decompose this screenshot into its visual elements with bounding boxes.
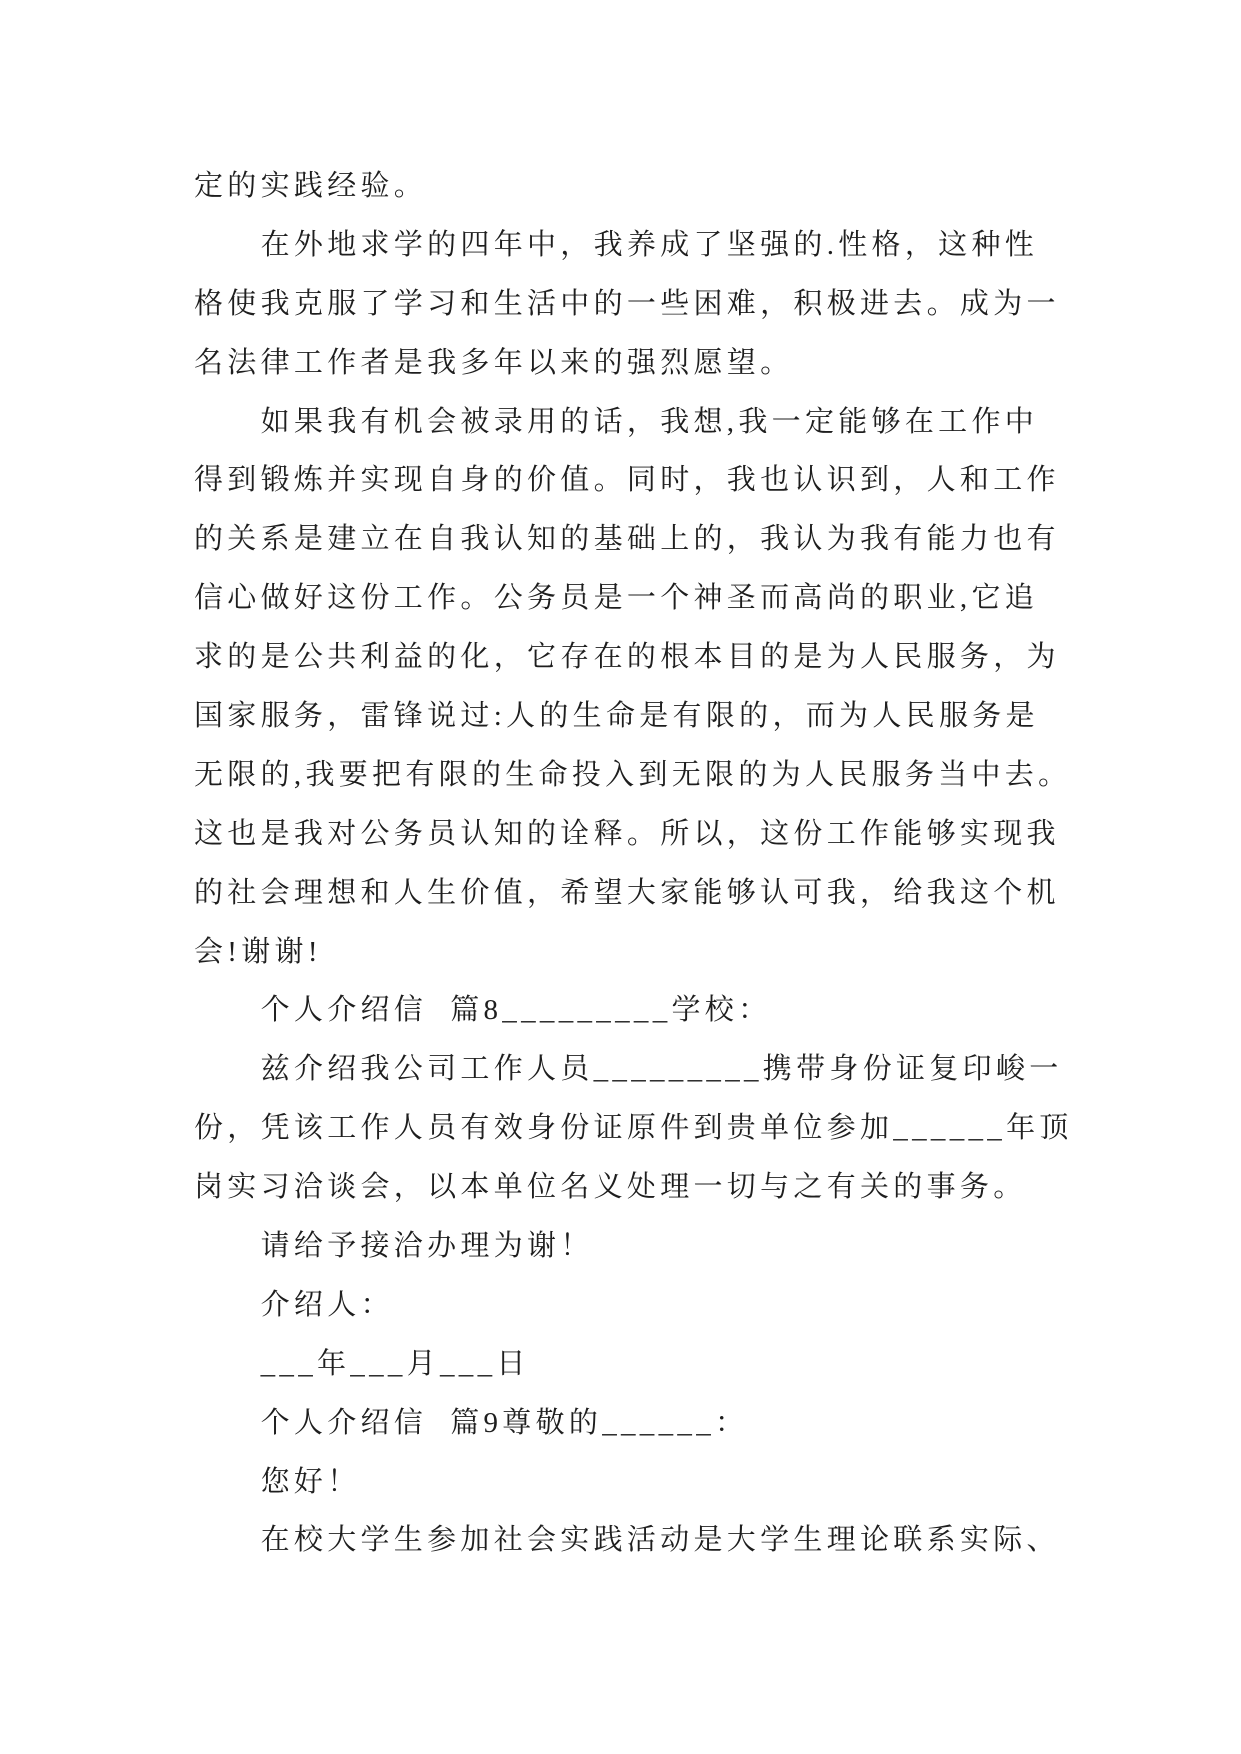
text-line: 国家服务，雷锋说过:人的生命是有限的，而为人民服务是: [194, 700, 1039, 733]
text-line: 得到锻炼并实现自身的价值。同时，我也认识到，人和工作: [194, 464, 1060, 497]
text-line: 份，凭该工作人员有效身份证原件到贵单位参加______年顶: [194, 1112, 1073, 1145]
text-line: 介绍人：: [260, 1288, 394, 1321]
text-line: 会!谢谢!: [194, 935, 322, 968]
text-line: 在外地求学的四年中，我养成了坚强的.性格，这种性: [260, 228, 1039, 261]
text-line: 定的实践经验。: [194, 170, 428, 202]
document-page: [194, 157, 1074, 1570]
text-line: 信心做好这份工作。公务员是一个神圣而高尚的职业,它追: [194, 582, 1039, 615]
text-line: 求的是公共利益的化，它存在的根本目的是为人民服务，为: [194, 641, 1060, 674]
paragraph: [194, 1040, 1074, 1217]
text-line: 的社会理想和人生价值，希望大家能够认可我，给我这个机: [194, 876, 1060, 909]
paragraph: [194, 393, 1074, 982]
text-line: 请给予接洽办理为谢！: [260, 1230, 594, 1263]
text-line: 无限的,我要把有限的生命投入到无限的为人民服务当中去。: [194, 758, 1072, 791]
paragraph: [194, 981, 1074, 1040]
text-line: 如果我有机会被录用的话，我想,我一定能够在工作中: [260, 405, 1039, 438]
text-line: 名法律工作者是我多年以来的强烈愿望。: [194, 346, 794, 379]
text-line: 兹介绍我公司工作人员_________携带身份证复印峻一: [260, 1053, 1063, 1086]
paragraph: [194, 1276, 1074, 1335]
text-line: 个人介绍信 篇9尊敬的______：: [260, 1406, 749, 1439]
text-line: 在校大学生参加社会实践活动是大学生理论联系实际、: [260, 1524, 1060, 1557]
text-line: 的关系是建立在自我认知的基础上的，我认为我有能力也有: [194, 523, 1060, 556]
paragraph: [194, 216, 1074, 393]
text-line: 格使我克服了学习和生活中的一些困难，积极进去。成为一: [194, 287, 1060, 320]
text-line: ___年___月___日: [260, 1347, 530, 1380]
text-line: 您好！: [260, 1465, 361, 1498]
paragraph: [194, 1453, 1074, 1512]
paragraph: [194, 1335, 1074, 1394]
paragraph: [194, 1511, 1074, 1570]
text-line: 这也是我对公务员认知的诠释。所以，这份工作能够实现我: [194, 817, 1060, 850]
paragraph: [194, 1217, 1074, 1276]
text-line: 岗实习洽谈会，以本单位名义处理一切与之有关的事务。: [194, 1171, 1027, 1204]
paragraph: [194, 1394, 1074, 1453]
text-line: 个人介绍信 篇8_________学校：: [260, 994, 772, 1027]
paragraph: [194, 157, 1074, 216]
